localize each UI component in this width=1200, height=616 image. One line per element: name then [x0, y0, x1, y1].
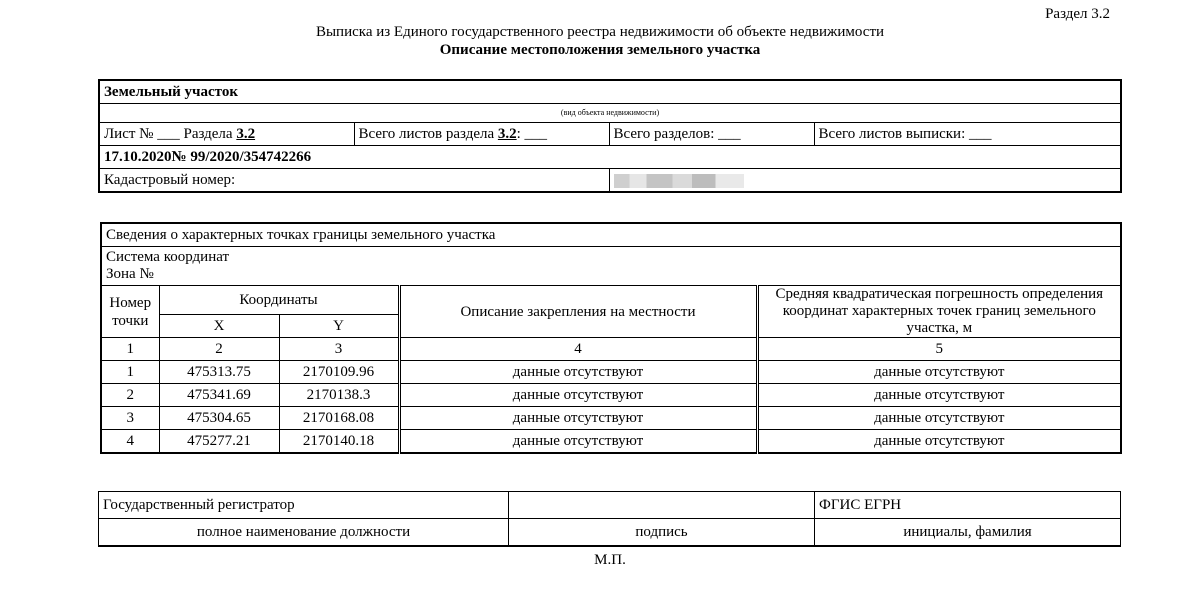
section-label: Раздел 3.2	[1045, 6, 1110, 22]
total-sheets-section-label: Всего листов раздела	[358, 126, 495, 142]
total-sheets-section-cell	[354, 123, 609, 146]
point-error: данные отсутствуют	[757, 384, 1121, 407]
object-type-caption: (вид объекта недвижимости)	[99, 104, 1121, 123]
signature-field	[509, 492, 815, 519]
caption-position: полное наименование должности	[99, 519, 509, 547]
col-error: Средняя квадратическая погрешность определения координат характерных точек границ земельного участка, м	[757, 286, 1121, 338]
table-row	[101, 407, 1121, 430]
table-row	[101, 361, 1121, 384]
point-error: данные отсутствуют	[757, 361, 1121, 384]
boundary-points-table	[100, 222, 1122, 454]
col-coords: Координаты	[159, 286, 399, 315]
point-error: данные отсутствуют	[757, 430, 1121, 454]
point-y: 2170140.18	[279, 430, 399, 454]
col-x: X	[159, 315, 279, 338]
point-description: данные отсутствуют	[399, 407, 757, 430]
point-number: 1	[101, 361, 159, 384]
stamp-place: М.П.	[594, 552, 626, 568]
point-number: 3	[101, 407, 159, 430]
point-y: 2170109.96	[279, 361, 399, 384]
registrar-system: ФГИС ЕГРН	[815, 492, 1121, 519]
zone: Зона №	[106, 266, 154, 282]
point-y: 2170138.3	[279, 384, 399, 407]
object-header-table	[98, 79, 1122, 193]
total-sheets-extract: Всего листов выписки: ___	[814, 123, 1121, 146]
col-description: Описание закрепления на местности	[399, 286, 757, 338]
point-y: 2170168.08	[279, 407, 399, 430]
table-row	[101, 430, 1121, 454]
section-num: 3.2	[236, 126, 256, 142]
table-row	[101, 384, 1121, 407]
col-number: 4	[399, 338, 757, 361]
total-sheets-section-num: 3.2	[497, 126, 517, 142]
point-x: 475277.21	[159, 430, 279, 454]
document-title: Выписка из Единого государственного реестра недвижимости об объекте недвижимости	[315, 24, 885, 40]
coord-system: Система координат	[106, 249, 230, 265]
col-y: Y	[279, 315, 399, 338]
caption-name: инициалы, фамилия	[815, 519, 1121, 547]
sheet-blank: ___	[157, 126, 180, 142]
caption-signature: подпись	[509, 519, 815, 547]
cadastral-value	[609, 169, 1121, 193]
col-number: 3	[279, 338, 399, 361]
point-description: данные отсутствуют	[399, 430, 757, 454]
col-point-no: Номер точки	[101, 286, 159, 338]
point-description: данные отсутствуют	[399, 361, 757, 384]
point-x: 475341.69	[159, 384, 279, 407]
coord-system-cell	[101, 247, 1121, 286]
points-table-title: Сведения о характерных точках границы земельного участка	[101, 223, 1121, 247]
cadastral-label: Кадастровый номер:	[99, 169, 609, 193]
point-x: 475304.65	[159, 407, 279, 430]
col-number: 2	[159, 338, 279, 361]
redacted-cadastral-number	[614, 174, 744, 188]
point-number: 4	[101, 430, 159, 454]
total-sheets-section-suffix: : ___	[516, 126, 548, 142]
sheet-number-cell	[99, 123, 354, 146]
col-number: 5	[757, 338, 1121, 361]
point-x: 475313.75	[159, 361, 279, 384]
object-type: Земельный участок	[99, 80, 1121, 104]
point-number: 2	[101, 384, 159, 407]
date-number: 17.10.2020№ 99/2020/354742266	[99, 146, 1121, 169]
point-description: данные отсутствуют	[399, 384, 757, 407]
point-error: данные отсутствуют	[757, 407, 1121, 430]
column-numbers-row	[101, 338, 1121, 361]
registrar-position: Государственный регистратор	[99, 492, 509, 519]
section-word: Раздела	[183, 126, 233, 142]
sheet-label: Лист №	[104, 126, 154, 142]
total-sections: Всего разделов: ___	[609, 123, 814, 146]
col-number: 1	[101, 338, 159, 361]
signature-table	[98, 491, 1121, 547]
document-subtitle: Описание местоположения земельного участка	[439, 42, 761, 58]
